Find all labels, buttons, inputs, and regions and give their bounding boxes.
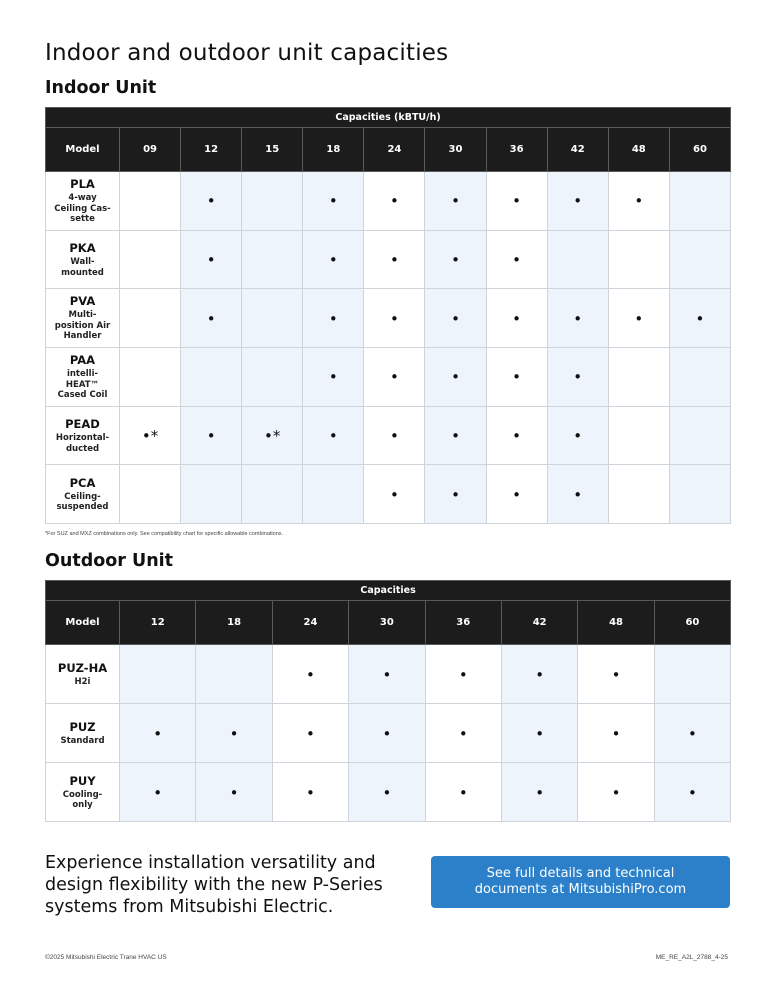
- availability-mark: •: [206, 309, 216, 328]
- outdoor-capacity-col-header: 30: [349, 601, 425, 645]
- indoor-heading: Indoor Unit: [45, 78, 157, 98]
- capacity-cell: [547, 465, 608, 524]
- table-row: [46, 230, 731, 289]
- model-name: PVA: [69, 294, 96, 309]
- tagline: Experience installation versatility and design flexibility with the new P-Series systems from Mitsubishi Electric.: [45, 853, 383, 917]
- capacity-cell: [242, 465, 303, 524]
- model-cell: [46, 645, 120, 704]
- availability-mark: •: [382, 665, 392, 684]
- outdoor-capacity-col-header: 36: [425, 601, 501, 645]
- capacity-cell: [303, 348, 364, 407]
- capacity-cell: [425, 348, 486, 407]
- capacity-cell: [120, 406, 181, 465]
- model-cell: [46, 465, 120, 524]
- capacity-cell: [425, 704, 501, 763]
- availability-mark: •: [611, 783, 621, 802]
- availability-mark: •*: [264, 427, 281, 446]
- capacity-cell: [349, 704, 425, 763]
- availability-mark: •: [695, 309, 705, 328]
- availability-mark: •: [328, 427, 338, 446]
- capacity-cell: [181, 230, 242, 289]
- capacity-cell: [364, 406, 425, 465]
- capacity-cell: [181, 406, 242, 465]
- capacity-cell: [120, 172, 181, 231]
- capacity-cell: [303, 172, 364, 231]
- indoor-capacity-col-header: 48: [608, 128, 669, 172]
- model-cell: [46, 230, 120, 289]
- indoor-capacity-col-header: 15: [242, 128, 303, 172]
- availability-mark: •: [634, 192, 644, 211]
- capacity-cell: [349, 763, 425, 822]
- model-description: Wall-mounted: [61, 257, 104, 278]
- capacity-cell: [120, 348, 181, 407]
- availability-mark: •: [512, 192, 522, 211]
- capacity-cell: [303, 406, 364, 465]
- availability-mark: •: [512, 427, 522, 446]
- capacity-cell: [547, 289, 608, 348]
- model-description: Cooling-only: [62, 789, 103, 810]
- capacity-cell: [242, 348, 303, 407]
- availability-mark: •: [389, 368, 399, 387]
- availability-mark: •: [389, 485, 399, 504]
- indoor-capacity-col-header: 18: [303, 128, 364, 172]
- model-name: PUZ-HA: [57, 660, 108, 675]
- capacity-cell: [196, 763, 272, 822]
- capacity-cell: [120, 230, 181, 289]
- availability-mark: •: [634, 309, 644, 328]
- availability-mark: •: [535, 724, 545, 743]
- capacity-cell: [425, 172, 486, 231]
- table-row: [46, 763, 731, 822]
- indoor-capacity-col-header: 24: [364, 128, 425, 172]
- capacity-cell: [486, 172, 547, 231]
- capacity-cell: [669, 348, 730, 407]
- model-name: PEAD: [65, 417, 100, 432]
- indoor-capacity-table: [45, 107, 731, 524]
- capacity-cell: [654, 763, 730, 822]
- availability-mark: •: [458, 783, 468, 802]
- capacity-cell: [547, 230, 608, 289]
- page-title: Indoor and outdoor unit capacities: [45, 40, 449, 66]
- capacity-cell: [120, 465, 181, 524]
- model-name: PUZ: [69, 719, 96, 734]
- availability-mark: •: [328, 251, 338, 270]
- capacity-cell: [242, 230, 303, 289]
- model-name: PCA: [69, 475, 96, 490]
- availability-mark: •: [306, 665, 315, 684]
- availability-mark: •: [389, 251, 399, 270]
- cta-line-1: See full details and technical: [486, 866, 675, 881]
- outdoor-heading: Outdoor Unit: [45, 551, 174, 571]
- model-cell: [46, 704, 120, 763]
- table-row: [46, 348, 731, 407]
- capacity-cell: [425, 763, 501, 822]
- capacity-cell: [578, 763, 654, 822]
- model-name: PKA: [69, 241, 96, 256]
- outdoor-capacities-header: Capacities: [46, 581, 731, 601]
- indoor-capacities-header: Capacities (kBTU/h): [46, 108, 731, 128]
- outdoor-capacity-col-header: 60: [654, 601, 730, 645]
- availability-mark: •: [512, 251, 522, 270]
- capacity-cell: [303, 230, 364, 289]
- availability-mark: •: [153, 783, 163, 802]
- availability-mark: •: [229, 724, 239, 743]
- capacity-cell: [181, 172, 242, 231]
- table-row: [46, 406, 731, 465]
- availability-mark: •: [306, 783, 315, 802]
- capacity-cell: [486, 406, 547, 465]
- indoor-capacity-col-header: 36: [486, 128, 547, 172]
- capacity-cell: [547, 406, 608, 465]
- availability-mark: •: [382, 783, 392, 802]
- capacity-cell: [669, 406, 730, 465]
- capacity-cell: [120, 645, 196, 704]
- capacity-cell: [425, 645, 501, 704]
- capacity-cell: [242, 289, 303, 348]
- outdoor-capacity-col-header: 42: [501, 601, 577, 645]
- indoor-footnote: *For SUZ and MXZ combinations only. See compatibility chart for specific allowable combinations.: [45, 531, 284, 537]
- availability-mark: •: [451, 251, 460, 270]
- capacity-cell: [272, 704, 348, 763]
- availability-mark: •: [206, 192, 216, 211]
- capacity-cell: [364, 230, 425, 289]
- capacity-cell: [364, 348, 425, 407]
- outdoor-capacity-table: [45, 580, 731, 822]
- capacity-cell: [272, 763, 348, 822]
- model-description: Horizontal-ducted: [55, 433, 110, 454]
- model-name: PLA: [70, 177, 95, 192]
- availability-mark: •: [451, 427, 460, 446]
- availability-mark: •: [458, 665, 468, 684]
- availability-mark: •: [451, 309, 460, 328]
- capacity-cell: [501, 763, 577, 822]
- outdoor-capacity-col-header: 12: [120, 601, 196, 645]
- outdoor-model-header: Model: [46, 601, 120, 645]
- availability-mark: •: [573, 368, 583, 387]
- capacity-cell: [547, 348, 608, 407]
- availability-mark: •: [611, 724, 621, 743]
- table-row: [46, 465, 731, 524]
- cta-line-2: documents at MitsubishiPro.com: [474, 882, 687, 897]
- availability-mark: •: [389, 427, 399, 446]
- mitsubishipro-link-button[interactable]: [431, 856, 730, 908]
- capacity-cell: [364, 465, 425, 524]
- availability-mark: •: [458, 724, 468, 743]
- copyright: ©2025 Mitsubishi Electric Trane HVAC US: [45, 954, 167, 961]
- outdoor-capacity-col-header: 24: [272, 601, 348, 645]
- availability-mark: •: [573, 192, 583, 211]
- capacity-cell: [242, 406, 303, 465]
- capacity-cell: [242, 172, 303, 231]
- model-name: PUY: [69, 773, 96, 788]
- capacity-cell: [120, 289, 181, 348]
- capacity-cell: [425, 406, 486, 465]
- indoor-capacity-col-header: 42: [547, 128, 608, 172]
- outdoor-capacity-col-header: 48: [578, 601, 654, 645]
- availability-mark: •: [688, 724, 697, 743]
- capacity-cell: [608, 406, 669, 465]
- table-row: [46, 172, 731, 231]
- capacity-cell: [501, 645, 577, 704]
- capacity-cell: [181, 348, 242, 407]
- availability-mark: •: [611, 665, 621, 684]
- model-cell: [46, 348, 120, 407]
- availability-mark: •: [206, 251, 216, 270]
- capacity-cell: [608, 348, 669, 407]
- availability-mark: •: [206, 427, 216, 446]
- capacity-cell: [425, 289, 486, 348]
- capacity-cell: [669, 172, 730, 231]
- capacity-cell: [486, 465, 547, 524]
- indoor-capacity-col-header: 30: [425, 128, 486, 172]
- availability-mark: •: [535, 783, 545, 802]
- capacity-cell: [608, 289, 669, 348]
- capacity-cell: [349, 645, 425, 704]
- model-cell: [46, 289, 120, 348]
- availability-mark: •: [389, 192, 399, 211]
- capacity-cell: [486, 289, 547, 348]
- model-description: intelli-HEAT™ Cased Coil: [57, 369, 108, 401]
- model-description: Multi-position Air Handler: [54, 310, 111, 342]
- table-row: [46, 704, 731, 763]
- capacity-cell: [654, 645, 730, 704]
- model-name: PAA: [69, 353, 96, 368]
- capacity-cell: [669, 230, 730, 289]
- capacity-cell: [501, 704, 577, 763]
- capacity-cell: [272, 645, 348, 704]
- availability-mark: •: [153, 724, 163, 743]
- capacity-cell: [120, 763, 196, 822]
- availability-mark: •: [451, 368, 460, 387]
- availability-mark: •: [535, 665, 545, 684]
- availability-mark: •: [451, 192, 460, 211]
- capacity-cell: [486, 230, 547, 289]
- capacity-cell: [486, 348, 547, 407]
- model-description: H2i: [74, 676, 91, 687]
- capacity-cell: [120, 704, 196, 763]
- table-row: [46, 645, 731, 704]
- availability-mark: •: [573, 485, 583, 504]
- capacity-cell: [364, 172, 425, 231]
- availability-mark: •: [688, 783, 697, 802]
- model-description: Ceiling-suspended: [56, 491, 109, 513]
- capacity-cell: [303, 465, 364, 524]
- capacity-cell: [608, 230, 669, 289]
- capacity-cell: [425, 230, 486, 289]
- availability-mark: •: [573, 309, 583, 328]
- availability-mark: •: [573, 427, 583, 446]
- capacity-cell: [669, 465, 730, 524]
- capacity-cell: [578, 645, 654, 704]
- availability-mark: •: [306, 724, 315, 743]
- capacity-cell: [364, 289, 425, 348]
- availability-mark: •: [328, 192, 338, 211]
- indoor-model-header: Model: [46, 128, 120, 172]
- capacity-cell: [196, 704, 272, 763]
- availability-mark: •: [451, 485, 460, 504]
- capacity-cell: [608, 465, 669, 524]
- capacity-cell: [669, 289, 730, 348]
- model-cell: [46, 763, 120, 822]
- availability-mark: •*: [141, 427, 159, 446]
- availability-mark: •: [512, 309, 522, 328]
- model-cell: [46, 406, 120, 465]
- capacity-cell: [578, 704, 654, 763]
- capacity-cell: [181, 289, 242, 348]
- capacity-cell: [181, 465, 242, 524]
- outdoor-capacity-col-header: 18: [196, 601, 272, 645]
- capacity-cell: [654, 704, 730, 763]
- capacity-cell: [547, 172, 608, 231]
- indoor-capacity-col-header: 60: [669, 128, 730, 172]
- model-description: 4-way Ceiling Cas-sette: [54, 193, 111, 225]
- model-description: Standard: [60, 735, 105, 746]
- availability-mark: •: [328, 309, 338, 328]
- indoor-capacity-col-header: 09: [120, 128, 181, 172]
- model-cell: [46, 172, 120, 231]
- capacity-cell: [608, 172, 669, 231]
- availability-mark: •: [229, 783, 239, 802]
- capacity-cell: [196, 645, 272, 704]
- indoor-capacity-col-header: 12: [181, 128, 242, 172]
- document-code: ME_RE_A2L_2788_4-25: [655, 954, 728, 961]
- capacity-cell: [303, 289, 364, 348]
- availability-mark: •: [512, 368, 522, 387]
- availability-mark: •: [512, 485, 522, 504]
- capacity-cell: [425, 465, 486, 524]
- availability-mark: •: [382, 724, 392, 743]
- table-row: [46, 289, 731, 348]
- availability-mark: •: [389, 309, 399, 328]
- availability-mark: •: [328, 368, 338, 387]
